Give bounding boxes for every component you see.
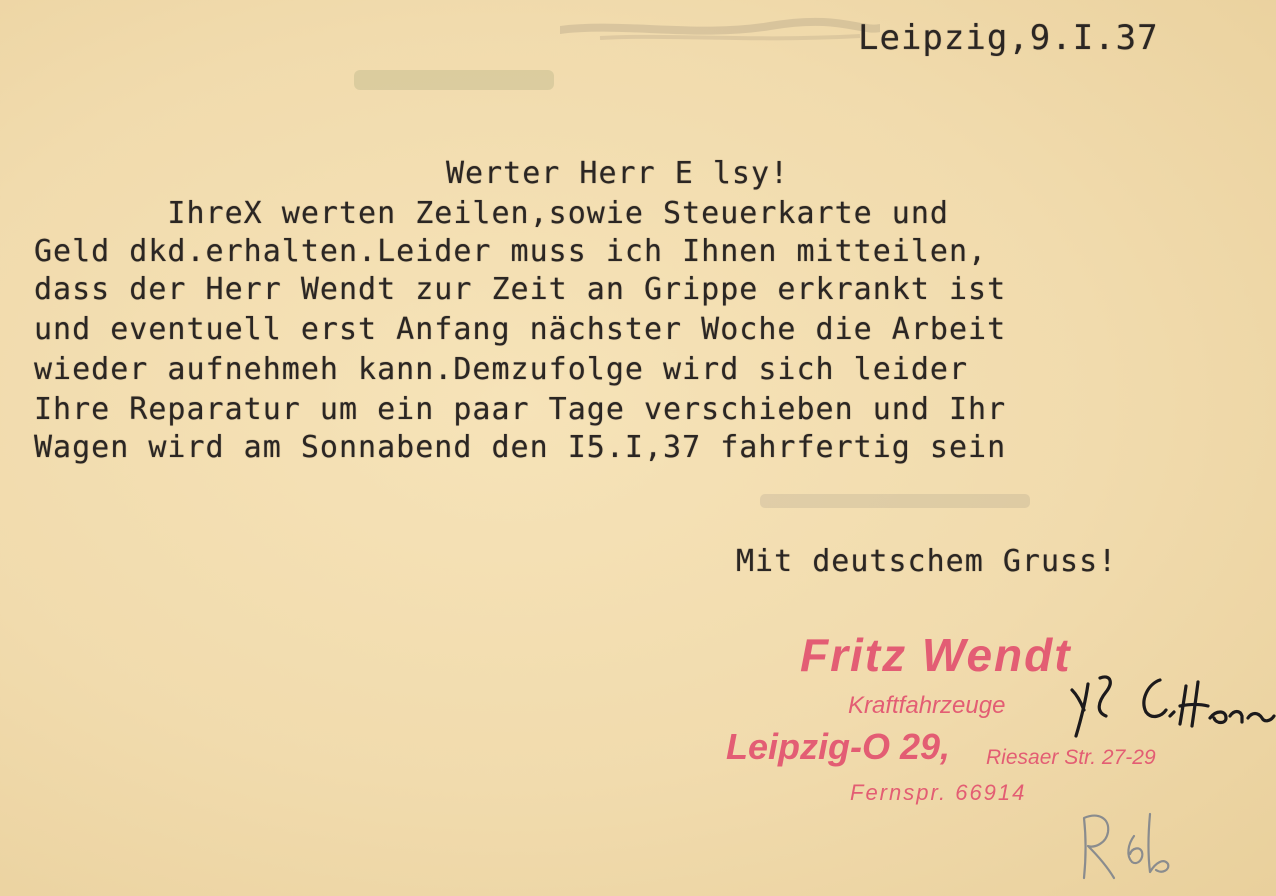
greeting: Werter Herr E lsy!: [446, 156, 790, 191]
body-line: Ihre Reparatur um ein paar Tage verschieben und Ihr: [34, 392, 1007, 427]
body-line: Geld dkd.erhalten.Leider muss ich Ihnen mitteilen,: [34, 234, 988, 269]
body-line: dass der Herr Wendt zur Zeit an Grippe erkrankt ist: [34, 272, 1007, 307]
body-line: und eventuell erst Anfang nächster Woche die Arbeit: [34, 312, 1007, 347]
stamp-street: Riesaer Str. 27-29: [986, 746, 1156, 769]
ink-smudge: [560, 8, 880, 48]
stamp-trade: Kraftfahrzeuge: [848, 692, 1006, 719]
stamp-company-name: Fritz Wendt: [800, 629, 1072, 681]
body-line: IhreX werten Zeilen,sowie Steuerkarte und: [34, 196, 949, 231]
stamp-phone: Fernspr. 66914: [850, 780, 1027, 805]
handwritten-signature: [1066, 660, 1276, 740]
body-line: Wagen wird am Sonnabend den I5.I,37 fahrfertig sein: [34, 430, 1007, 465]
stamp-city: Leipzig-O 29,: [726, 726, 951, 767]
faint-ghost-imprint: [350, 60, 560, 100]
dateline: Leipzig,9.I.37: [858, 18, 1159, 58]
body-line: wieder aufnehmeh kann.Demzufolge wird sich leider: [34, 352, 969, 387]
closing: Mit deutschem Gruss!: [736, 544, 1118, 579]
faint-bleed-through: [760, 486, 1030, 516]
pencil-annotation: [1076, 796, 1196, 886]
